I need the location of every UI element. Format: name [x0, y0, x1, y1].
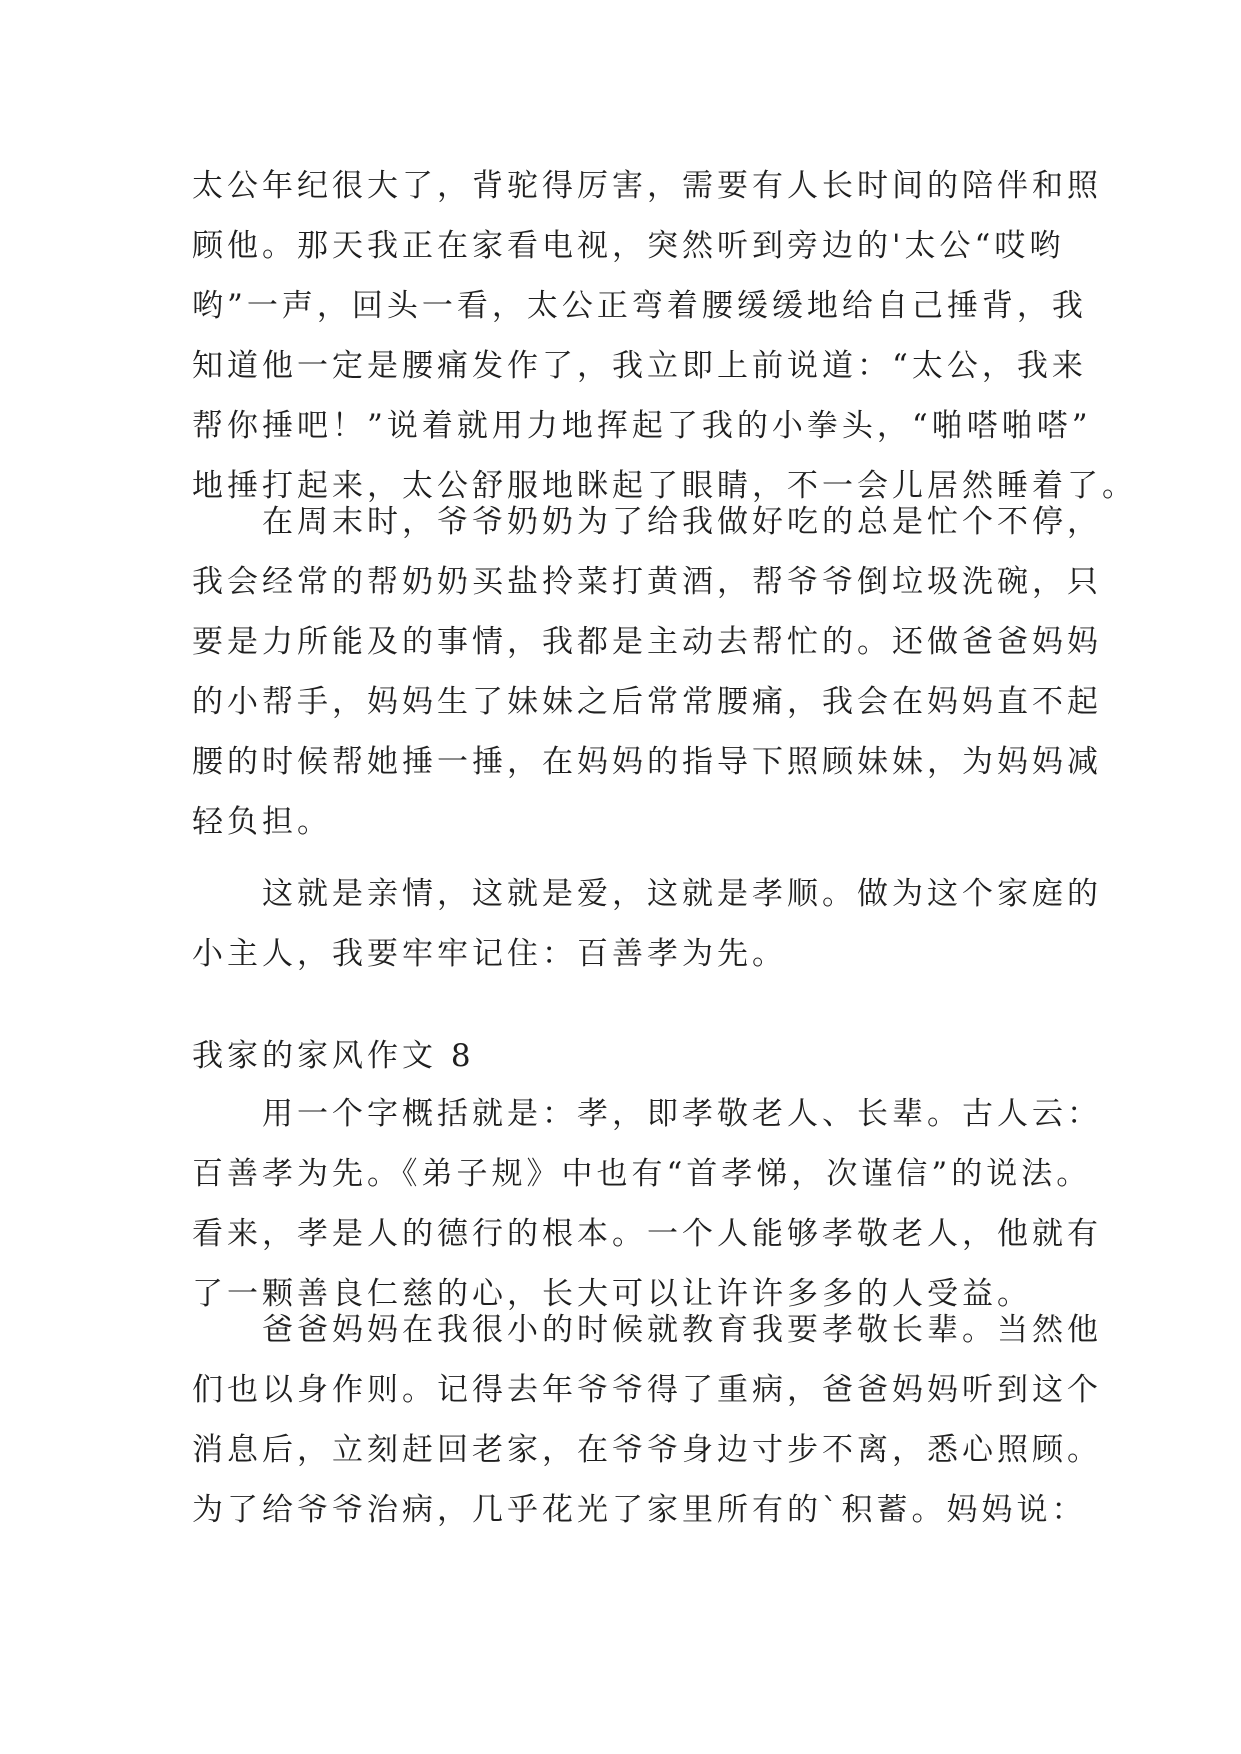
- paragraph-line: 太公年纪很大了，背驼得厉害，需要有人长时间的陪伴和照: [192, 168, 1102, 204]
- paragraph-line: 小主人，我要牢牢记住：百善孝为先。: [192, 936, 787, 972]
- paragraph-line: 哟”一声，回头一看，太公正弯着腰缓缓地给自己捶背，我: [192, 288, 1087, 324]
- paragraph-3: [192, 864, 1102, 984]
- paragraph-line: 要是力所能及的事情，我都是主动去帮忙的。还做爸爸妈妈: [192, 624, 1102, 660]
- paragraph-1: [192, 156, 1137, 516]
- paragraph-line: 帮你捶吧！”说着就用力地挥起了我的小拳头，“啪嗒啪嗒”: [192, 408, 1092, 444]
- paragraph-line: 轻负担。: [192, 804, 332, 840]
- paragraph-line: 顾他。那天我正在家看电视，突然听到旁边的'太公“哎哟: [192, 228, 1065, 264]
- paragraph-line: 看来，孝是人的德行的根本。一个人能够孝敬老人，他就有: [192, 1216, 1102, 1252]
- paragraph-4: [192, 1084, 1102, 1324]
- paragraph-5: [192, 1300, 1102, 1540]
- paragraph-line: 的小帮手，妈妈生了妹妹之后常常腰痛，我会在妈妈直不起: [192, 684, 1102, 720]
- paragraph-2: [192, 492, 1102, 852]
- paragraph-line: 这就是亲情，这就是爱，这就是孝顺。做为这个家庭的: [262, 876, 1102, 912]
- paragraph-line: 腰的时候帮她捶一捶，在妈妈的指导下照顾妹妹，为妈妈减: [192, 744, 1102, 780]
- section-heading: 我家的家风作文 8: [192, 1038, 475, 1074]
- paragraph-line: 为了给爷爷治病，几乎花光了家里所有的`积蓄。妈妈说：: [192, 1492, 1087, 1528]
- paragraph-line: 百善孝为先。《弟子规》中也有“首孝悌，次谨信”的说法。: [192, 1156, 1092, 1192]
- paragraph-line: 了一颗善良仁慈的心，长大可以让许许多多的人受益。: [192, 1276, 1032, 1312]
- paragraph-line: 消息后，立刻赶回老家，在爷爷身边寸步不离，悉心照顾。: [192, 1432, 1102, 1468]
- paragraph-line: 地捶打起来，太公舒服地眯起了眼睛，不一会儿居然睡着了。: [192, 468, 1137, 504]
- paragraph-line: 知道他一定是腰痛发作了，我立即上前说道：“太公，我来: [192, 348, 1087, 384]
- paragraph-line: 爸爸妈妈在我很小的时候就教育我要孝敬长辈。当然他: [262, 1312, 1102, 1348]
- paragraph-line: 们也以身作则。记得去年爷爷得了重病，爸爸妈妈听到这个: [192, 1372, 1102, 1408]
- paragraph-line: 我会经常的帮奶奶买盐拎菜打黄酒，帮爷爷倒垃圾洗碗，只: [192, 564, 1102, 600]
- paragraph-line: 在周末时，爷爷奶奶为了给我做好吃的总是忙个不停，: [262, 504, 1102, 540]
- paragraph-line: 用一个字概括就是：孝，即孝敬老人、长辈。古人云：: [262, 1096, 1102, 1132]
